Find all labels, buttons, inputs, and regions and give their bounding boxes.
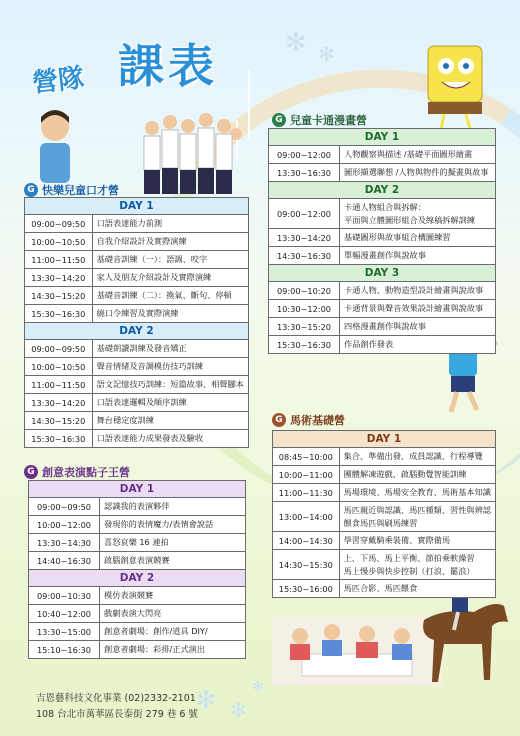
activity-cell: 創意者劇場：彩排/正式演出 — [100, 641, 246, 659]
day-label: DAY 3 — [269, 265, 496, 282]
activity-cell: 卡通人物、動物造型設計繪畫與說故事 — [340, 282, 496, 300]
time-cell: 09:00~12:00 — [269, 199, 340, 229]
time-cell: 09:00~09:50 — [25, 215, 93, 233]
section-title-horse-camp — [272, 412, 345, 428]
table-row — [25, 269, 249, 287]
section-title-text: 馬術基礎營 — [290, 414, 345, 427]
activity-cell: 基礎圖形與故事組合構圖練習 — [340, 229, 496, 247]
time-cell: 14:00~14:30 — [273, 532, 340, 550]
time-cell: 15:30~16:30 — [269, 336, 340, 354]
snowflake-icon: ✻ — [318, 42, 335, 66]
activity-cell: 家人及朋友介紹設計及實際演練 — [92, 269, 248, 287]
activity-cell: 單幅漫畫創作與說故事 — [340, 247, 496, 265]
activity-cell: 語文記憶技巧訓練：短篇故事、相聲腳本 — [92, 376, 248, 394]
time-cell: 13:30~16:30 — [269, 164, 340, 182]
activity-cell: 口語表達能力成果發表及驗收 — [92, 430, 248, 448]
comic-camp-body — [269, 129, 496, 354]
activity-cell: 人物觀察與描述 /基礎平面圖形繪畫 — [340, 146, 496, 164]
activity-cell: 繞口令練習及實際演練 — [92, 305, 248, 323]
table-row — [269, 300, 496, 318]
table-row — [25, 358, 249, 376]
activity-cell: 喜怒哀樂 16 連拍 — [100, 534, 246, 552]
section-title-drama-camp — [24, 464, 130, 480]
snowflake-icon: ✻ — [230, 698, 247, 722]
time-cell: 14:30~16:30 — [269, 247, 340, 265]
time-cell: 13:30~14:30 — [29, 534, 100, 552]
day-label: DAY 2 — [269, 182, 496, 199]
activity-cell: 團體解凍遊戲、啟腦動覺智能訓練 — [339, 466, 495, 484]
activity-cell: 卡通背景與聲音效果設計繪畫與說故事 — [340, 300, 496, 318]
section-icon: G — [24, 183, 38, 197]
section-icon: G — [272, 113, 286, 127]
day-label: DAY 1 — [269, 129, 496, 146]
footer-address-line: 108 台北市萬華區長泰街 279 巷 6 號 — [36, 709, 198, 720]
horse-camp-body — [273, 431, 496, 598]
table-row — [273, 466, 496, 484]
activity-cell: 基礎音訓練（一）：語調、咬字 — [92, 251, 248, 269]
snowflake-icon: ✻ — [285, 28, 307, 58]
drama-camp-body — [29, 481, 246, 659]
section-title-text: 兒童卡通漫畫營 — [290, 114, 367, 127]
table-row — [273, 532, 496, 550]
wind-turbine-icon — [248, 70, 250, 140]
drama-camp-table — [28, 480, 246, 659]
table-row — [269, 336, 496, 354]
table-row — [25, 287, 249, 305]
table-row — [273, 580, 496, 598]
snowflake-icon: ✻ — [196, 686, 217, 714]
time-cell: 11:00~11:50 — [25, 251, 93, 269]
time-cell: 10:00~10:50 — [25, 358, 93, 376]
activity-cell: 上、下馬、馬上平衡、節拍乘軟操習 馬上慢步與快步控制（打浪、罷浪） — [339, 550, 495, 580]
table-row — [29, 534, 246, 552]
time-cell: 10:40~12:00 — [29, 605, 100, 623]
activity-cell: 基礎朗讀訓練及發音矯正 — [92, 340, 248, 358]
table-row — [25, 233, 249, 251]
table-row — [25, 430, 249, 448]
activity-cell: 啟腦創意表演競賽 — [100, 552, 246, 570]
time-cell: 13:30~15:00 — [29, 623, 100, 641]
day-header-row — [25, 198, 249, 215]
time-cell: 14:30~15:20 — [25, 287, 93, 305]
day-header-row — [25, 323, 249, 340]
time-cell: 09:00~09:50 — [25, 340, 93, 358]
table-row — [25, 305, 249, 323]
day-header-row — [29, 570, 246, 587]
activity-cell: 舞台穩定度訓練 — [92, 412, 248, 430]
table-row — [273, 502, 496, 532]
activity-cell: 自我介紹設計及實際演練 — [92, 233, 248, 251]
time-cell: 09:00~10:20 — [269, 282, 340, 300]
table-row — [273, 550, 496, 580]
time-cell: 10:00~11:00 — [273, 466, 340, 484]
time-cell: 10:30~12:00 — [269, 300, 340, 318]
time-cell: 11:00~11:30 — [273, 484, 340, 502]
section-title-speech-camp — [24, 182, 119, 198]
header-subtitle: 營隊 — [30, 63, 86, 99]
activity-cell: 基礎音訓練（二）：換氣、斷句、停頓 — [92, 287, 248, 305]
time-cell: 14:40~16:30 — [29, 552, 100, 570]
footer-company-line: 吉恩藝科技文化事業 (02)2332-2101 — [36, 693, 196, 704]
time-cell: 15:10~16:30 — [29, 641, 100, 659]
activity-cell: 戲劇表演大閃亮 — [100, 605, 246, 623]
table-row — [25, 412, 249, 430]
table-row — [29, 516, 246, 534]
day-header-row — [29, 481, 246, 498]
day-label: DAY 2 — [25, 323, 249, 340]
activity-cell: 馬場環境、馬場安全教育、馬術基本知識 — [339, 484, 495, 502]
table-row — [25, 340, 249, 358]
section-title-text: 創意表演點子王營 — [42, 466, 130, 479]
day-label: DAY 1 — [25, 198, 249, 215]
time-cell: 14:30~15:30 — [273, 550, 340, 580]
activity-cell: 馬匹合影、馬匹餵食 — [339, 580, 495, 598]
time-cell: 13:30~14:20 — [269, 229, 340, 247]
time-cell: 15:30~16:00 — [273, 580, 340, 598]
table-row — [29, 605, 246, 623]
table-row — [269, 282, 496, 300]
time-cell: 08:45~10:00 — [273, 448, 340, 466]
time-cell: 13:30~14:20 — [25, 394, 93, 412]
speech-camp-table — [24, 197, 249, 448]
header-title: 課表 — [118, 39, 218, 93]
comic-camp-table — [268, 128, 496, 354]
activity-cell: 集合、準備出發、成員認識、行程導覽 — [339, 448, 495, 466]
activity-cell: 學習穿戴騎乘裝備、實際備馬 — [339, 532, 495, 550]
time-cell: 09:00~10:30 — [29, 587, 100, 605]
table-row — [25, 215, 249, 233]
table-row — [269, 247, 496, 265]
activity-cell: 口語表達邏輯及順序訓練 — [92, 394, 248, 412]
horse-camp-table — [272, 430, 496, 598]
time-cell: 13:00~14:00 — [273, 502, 340, 532]
time-cell: 13:30~15:20 — [269, 318, 340, 336]
table-row — [269, 199, 496, 229]
day-header-row — [273, 431, 496, 448]
speech-camp-body — [25, 198, 249, 448]
snowflake-icon: ✻ — [252, 679, 264, 695]
activity-cell: 模仿表演競賽 — [100, 587, 246, 605]
activity-cell: 馬匹親近與認識、馬匹種類、習性與辨認 餵食馬匹與刷馬練習 — [339, 502, 495, 532]
table-row — [273, 484, 496, 502]
time-cell: 09:00~12:00 — [269, 146, 340, 164]
table-row — [29, 623, 246, 641]
activity-cell: 四格漫畫創作與說故事 — [340, 318, 496, 336]
day-header-row — [269, 265, 496, 282]
day-label: DAY 2 — [29, 570, 246, 587]
table-row — [25, 376, 249, 394]
time-cell: 10:00~10:50 — [25, 233, 93, 251]
table-row — [273, 448, 496, 466]
table-row — [29, 641, 246, 659]
activity-cell: 發現你的表情魔力/表情會說話 — [100, 516, 246, 534]
table-row — [269, 318, 496, 336]
time-cell: 11:00~11:50 — [25, 376, 93, 394]
day-label: DAY 1 — [29, 481, 246, 498]
time-cell: 15:30~16:30 — [25, 430, 93, 448]
table-row — [269, 164, 496, 182]
section-icon: G — [272, 413, 286, 427]
day-header-row — [269, 182, 496, 199]
activity-cell: 圖形擷選聯想 /人物與物件的擬畫與故事 — [340, 164, 496, 182]
time-cell: 10:00~12:00 — [29, 516, 100, 534]
day-label: DAY 1 — [273, 431, 496, 448]
activity-cell: 聲音情緒及音調模仿技巧訓練 — [92, 358, 248, 376]
activity-cell: 創意者劇場：創作/道具 DIY/ — [100, 623, 246, 641]
activity-cell: 作品創作發表 — [340, 336, 496, 354]
activity-cell: 認識我的表演夥伴 — [100, 498, 246, 516]
time-cell: 09:00~09:50 — [29, 498, 100, 516]
time-cell: 15:30~16:30 — [25, 305, 93, 323]
table-row — [269, 146, 496, 164]
table-row — [29, 552, 246, 570]
section-title-text: 快樂兒童口才營 — [42, 184, 119, 197]
table-row — [29, 498, 246, 516]
girl-photo — [30, 105, 80, 185]
table-row — [25, 251, 249, 269]
activity-cell: 口語表達能力前測 — [92, 215, 248, 233]
table-row — [29, 587, 246, 605]
time-cell: 13:30~14:20 — [25, 269, 93, 287]
section-icon: G — [24, 465, 38, 479]
table-row — [25, 394, 249, 412]
children-group-photo — [140, 108, 245, 198]
time-cell: 14:30~15:20 — [25, 412, 93, 430]
day-header-row — [269, 129, 496, 146]
table-row — [269, 229, 496, 247]
section-title-comic-camp — [272, 112, 367, 128]
activity-cell: 卡通人物組合與拆解： 平面與立體圖形組合及線稿拆解訓練 — [340, 199, 496, 229]
